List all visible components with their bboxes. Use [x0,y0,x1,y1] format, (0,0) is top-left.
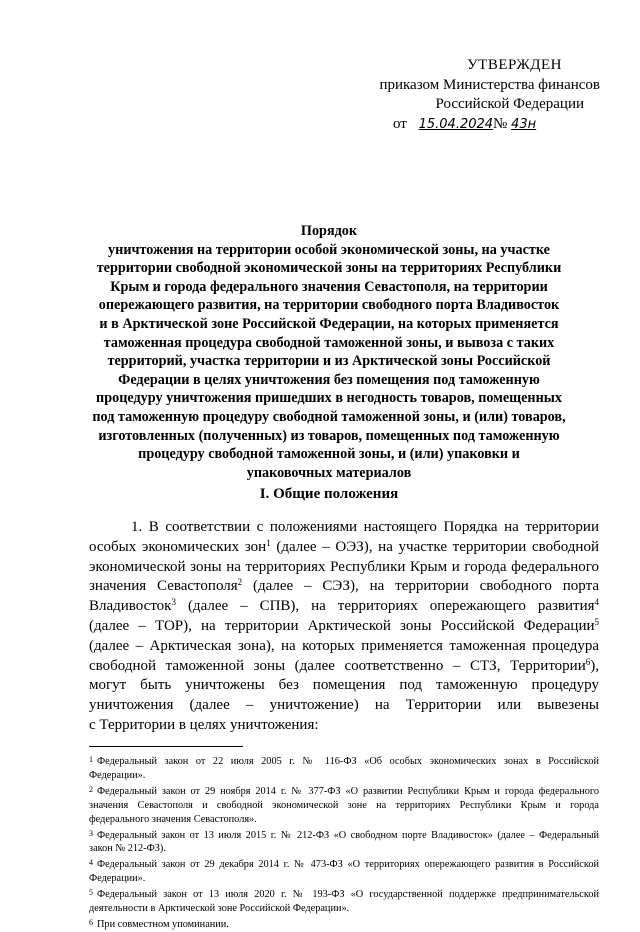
footnote-line: закон № 212-ФЗ). [89,843,166,855]
approval-line: Российской Федерации [435,96,584,112]
heading-line: Федерации в целях уничтожения без помещения под таможенную [118,371,540,388]
approval-title: УТВЕРЖДЕН [467,57,562,73]
heading-line: упаковочных материалов [246,464,412,481]
footnote-ref: 5 [594,616,599,627]
heading-line: процедуру свободной таможенной зоны, и (или) упаковки и [138,446,520,463]
paragraph-line: свободной таможенной зоны (далее соответственно – СТЗ, Территории$^6$), [89,656,599,674]
heading-line: территории свободной экономической зоны на территориях Республики [96,260,562,277]
footnotes [89,753,599,932]
footnote-ref: 6 [585,656,591,667]
footnote-line: 1 Федеральный закон от 22 июля 2005 г. № 116-ФЗ «Об особых экономических зонах в Российской [89,755,599,767]
heading-line: изготовленных (полученных) из товаров, помещенных под таможенную [98,427,560,444]
heading-line: опережающего развития, на территории свободного порта Владивосток [98,297,560,314]
paragraph-line: (далее – Арктическая зона), на которых применяется таможенная процедура [89,637,599,654]
footnote-line: 3 Федеральный закон от 13 июля 2015 г. № 212-ФЗ «О свободном порте Владивосток» (далее – Федеральный [89,828,599,841]
footnote-mark: 3 [89,828,93,838]
heading-line: территорий, участка территории и из Арктической зоны Российской [107,353,551,370]
footnote-line: 2 Федеральный закон от 29 ноября 2014 г. № 377-ФЗ «О развитии Республики Крым и города федерального [89,784,599,797]
footnote-line: 5 Федеральный закон от 13 июля 2020 г. № 193-ФЗ «О государственной поддержке предпринимательской [89,888,599,901]
heading-line: таможенная процедура свободной таможенной зоны, и вывоза с таких [103,334,555,351]
footnote-line: деятельности в Арктической зоне Российской Федерации». [89,903,350,915]
paragraph-line: экономической зоны на территориях Республики Крым и города федерального [89,558,599,575]
footnote-line: Федерации». [89,769,146,781]
footnote-mark: 1 [89,755,93,764]
footnote-separator [89,746,243,747]
paragraph-line: значения Севастополя$^2$ (далее – СЭЗ), на территории свободного порта [89,577,599,595]
handwritten-number: 43н [511,116,537,132]
heading-line: уничтожения на территории особой экономической зоны, на участке [108,241,550,258]
footnote-mark: 5 [89,888,93,898]
footnote-mark: 6 [89,917,93,927]
paragraph-line: с Территории в целях уничтожения: [89,716,319,733]
footnote-ref: 3 [171,597,176,608]
approval-date-line [360,115,600,135]
footnote-mark: 4 [89,858,93,868]
paragraph-line: 1. В соответствии с положениями настоящего Порядка на территории [131,519,599,535]
number-sign: № [493,115,508,132]
heading-line: под таможенную процедуру свободной таможенной зоны, и (или) товаров, [92,408,566,425]
footnote-ref: 1 [266,537,271,548]
footnote-line: 4 Федеральный закон от 29 декабря 2014 г. № 473-ФЗ «О территориях опережающего развития в Российской [89,858,599,871]
paragraph-line: (далее – ТОР), на территории Арктической зоны Российской Федерации$^5$ [89,616,599,634]
heading-line: и в Арктической зоне Российской Федерации, на которых применяется [99,315,559,332]
footnote-line: 6 При совместном упоминании. [89,917,229,930]
paragraph [89,518,599,736]
heading-title: Порядок [300,223,358,239]
paragraph-line: Владивосток$^3$ (далее – СПВ), на территориях опережающего развития$^4$ [89,597,599,615]
heading-line: Крым и города федерального значения Севастополя, на территории [110,278,548,295]
footnote-line: федерального значения Севастополя». [89,813,257,825]
footnote-mark: 2 [89,784,93,794]
approval-line: приказом Министерства финансов [379,76,600,93]
date-prefix: от [393,115,407,132]
footnote-line: значения Севастополя и свободной экономической зоне на территориях Республики Крым и города [89,799,599,811]
paragraph-line: особых экономических зон$^1$ (далее – ОЭЗ), на участке территории свободной [89,537,599,555]
approval-stamp [360,56,600,134]
paragraph-line: могут быть уничтожены без помещения под таможенную процедуру [89,677,599,694]
heading-line: процедуру уничтожения пришедших в негодность товаров, помещенных [96,390,562,407]
footnote-ref: 2 [237,577,243,588]
paragraph-line: уничтожения (далее – уничтожение) на Территории или вывезены [89,697,599,714]
handwritten-date: 15.04.2024 [418,116,494,132]
footnote-line: Федерации». [89,873,146,885]
document-heading [86,222,572,482]
footnote-ref: 4 [594,597,599,608]
section-title: I. Общие положения [259,486,399,502]
